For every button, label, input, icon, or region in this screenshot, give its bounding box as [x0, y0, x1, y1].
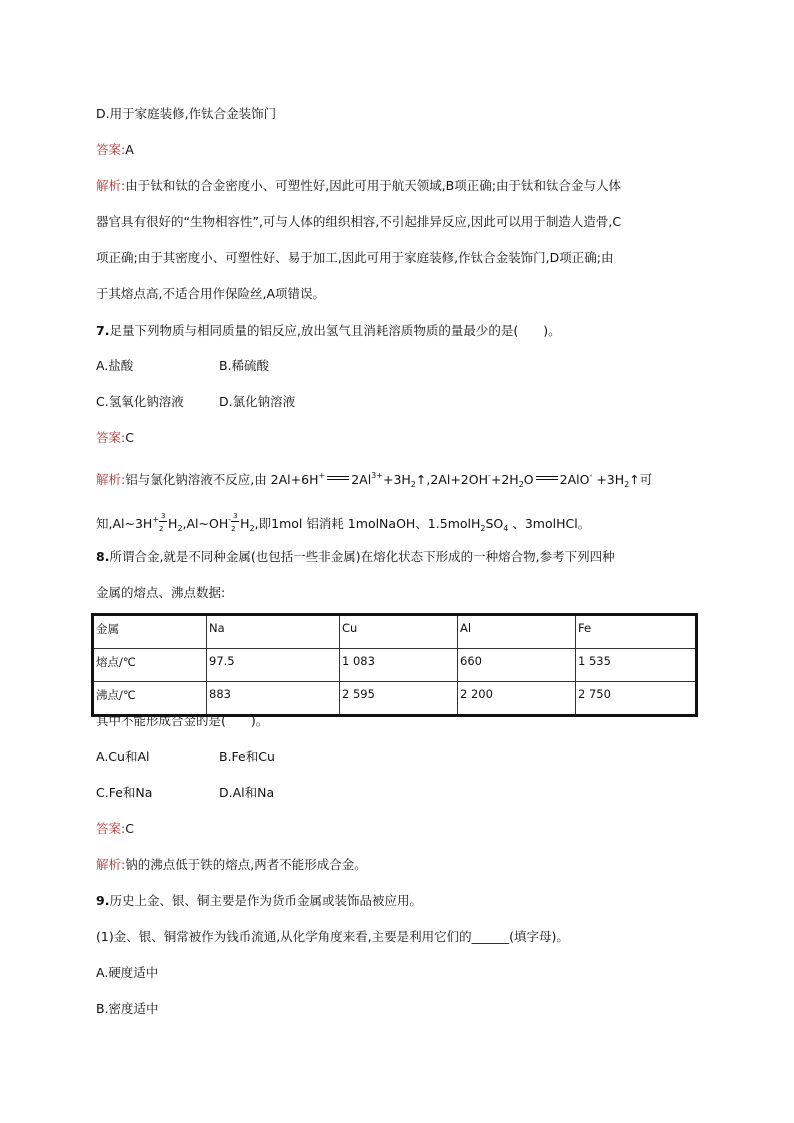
numerator: 3	[161, 512, 166, 520]
formula-part: +2H	[490, 472, 519, 487]
table-cell: Cu	[340, 615, 458, 649]
explanation-label: 解析:	[96, 857, 126, 872]
table-cell: 沸点/℃	[93, 682, 207, 716]
formula-part: +3H	[382, 472, 411, 487]
table-cell: 2 750	[576, 682, 697, 716]
question-text: 所谓合金,就是不同种金属(也包括一些非金属)在熔化状态下形成的一种熔合物,参考下列四种	[109, 549, 615, 564]
question-7-options-ab	[96, 358, 269, 374]
formula-part: H	[240, 516, 250, 531]
option-a: A.硬度适中	[96, 965, 159, 980]
fraction-three-halves	[231, 512, 240, 533]
table-cell: 熔点/℃	[93, 649, 207, 682]
explanation-7-line-1	[96, 468, 652, 493]
option-c: C.氢氧化钠溶液	[96, 394, 184, 409]
answer-7	[96, 430, 134, 446]
question-text: 历史上金、银、铜主要是作为货币金属或装饰品被应用。	[109, 893, 422, 908]
question-8-stem-line-1	[96, 549, 615, 565]
table-cell: 2 200	[458, 682, 576, 716]
question-7-stem	[96, 323, 561, 339]
question-8-options-cd	[96, 785, 274, 801]
subscript: 2	[624, 480, 630, 489]
option-b: B.稀硫酸	[219, 358, 270, 373]
formula-part: O	[523, 472, 534, 487]
answer-value: C	[125, 430, 134, 445]
question-text: 足量下列物质与相同质量的铝反应,放出氢气且消耗溶质物质的量最少的是( )。	[109, 323, 561, 338]
formula-part: 知,Al~3H	[96, 516, 153, 531]
subscript: 2	[410, 480, 416, 489]
answer-value: C	[125, 821, 134, 836]
fraction-three-halves	[159, 512, 168, 533]
superscript: -	[228, 515, 232, 524]
option-d: D.Al和Na	[219, 785, 275, 800]
superscript: -	[487, 471, 491, 480]
subscript: 2	[177, 524, 183, 533]
formula-part: 2AlO	[559, 472, 590, 487]
numerator: 3	[233, 512, 238, 520]
formula-part: 、3molHCl。	[508, 516, 591, 531]
superscript: -	[589, 471, 593, 480]
formula-part: SO	[485, 516, 504, 531]
formula-part: ,Al~OH	[182, 516, 229, 531]
denominator: 2	[231, 525, 236, 533]
formula-part: H	[168, 516, 178, 531]
table-cell: 2 595	[340, 682, 458, 716]
explanation-label: 解析:	[96, 178, 126, 193]
explanation-text: 由于钛和钛的合金密度小、可塑性好,因此可用于航天领域,B项正确;由于钛和钛合金与人体	[125, 178, 621, 193]
explanation-6-line-1	[96, 178, 621, 194]
equals-sign	[327, 476, 349, 480]
answer-value: A	[125, 142, 134, 157]
explanation-7-line-2	[96, 512, 590, 537]
table-cell: Al	[458, 615, 576, 649]
answer-label: 答案:	[96, 142, 126, 157]
table-cell: Na	[207, 615, 340, 649]
denominator: 2	[159, 525, 164, 533]
table-cell: 97.5	[207, 649, 340, 682]
option-a: A.Cu和Al	[96, 749, 150, 764]
superscript: 3+	[371, 471, 383, 480]
explanation-text: 钠的沸点低于铁的熔点,两者不能形成合金。	[125, 857, 367, 872]
answer-6	[96, 142, 134, 158]
formula-part: ,即1mol 铝消耗 1molNaOH、1.5molH	[254, 516, 481, 531]
option-d-prev: D.用于家庭装修,作钛合金装饰门	[96, 106, 277, 121]
table-cell: 1 535	[576, 649, 697, 682]
question-number: 9.	[96, 893, 110, 908]
question-8-prompt: 其中不能形成合金的是( )。	[96, 713, 269, 728]
explanation-6-line-2: 器官具有很好的“生物相容性”,可与人体的组织相容,不引起排异反应,因此可以用于制造人造骨,C	[96, 214, 622, 229]
formula-part: 2Al	[351, 472, 372, 487]
answer-label: 答案:	[96, 430, 126, 445]
table-header-row	[93, 615, 697, 649]
option-c: C.Fe和Na	[96, 785, 153, 800]
option-b: B.Fe和Cu	[219, 749, 275, 764]
metal-data-table	[91, 613, 698, 717]
superscript: +	[152, 515, 160, 524]
subscript: 2	[480, 524, 486, 533]
formula-part: ↑可	[629, 472, 653, 487]
question-7-options-cd	[96, 394, 295, 410]
option-b: B.密度适中	[96, 1001, 159, 1016]
superscript: +	[318, 471, 326, 480]
table-cell: 1 083	[340, 649, 458, 682]
explanation-6-line-3: 项正确;由于其密度小、可塑性好、易于加工,因此可用于家庭装修,作钛合金装饰门,D项正确;由	[96, 250, 614, 265]
subscript: 2	[249, 524, 255, 533]
explanation-text: 铝与氯化钠溶液不反应,由 2Al+6H	[125, 472, 319, 487]
table-row	[93, 649, 697, 682]
table-cell: 金属	[93, 615, 207, 649]
answer-8	[96, 821, 134, 837]
table-cell: 883	[207, 682, 340, 716]
option-d: D.氯化钠溶液	[219, 394, 296, 409]
explanation-8	[96, 857, 367, 873]
explanation-label: 解析:	[96, 472, 126, 487]
subscript: 2	[518, 480, 524, 489]
question-9-stem	[96, 893, 422, 909]
answer-label: 答案:	[96, 821, 126, 836]
question-number: 8.	[96, 549, 110, 564]
subscript: 4	[503, 524, 509, 533]
table-cell: Fe	[576, 615, 697, 649]
question-8-stem-line-2: 金属的熔点、沸点数据:	[96, 585, 226, 600]
question-8-options-ab	[96, 749, 275, 765]
question-number: 7.	[96, 323, 110, 338]
formula-part: +3H	[592, 472, 625, 487]
explanation-6-line-4: 于其熔点高,不适合用作保险丝,A项错误。	[96, 286, 325, 301]
question-9-subquestion-1: (1)金、银、铜常被作为钱币流通,从化学角度来看,主要是利用它们的______(填字母)。	[96, 929, 569, 944]
option-a: A.盐酸	[96, 358, 134, 373]
table-cell: 660	[458, 649, 576, 682]
table-row	[93, 682, 697, 716]
formula-part: ↑,2Al+2OH	[415, 472, 488, 487]
equals-sign	[536, 476, 558, 480]
